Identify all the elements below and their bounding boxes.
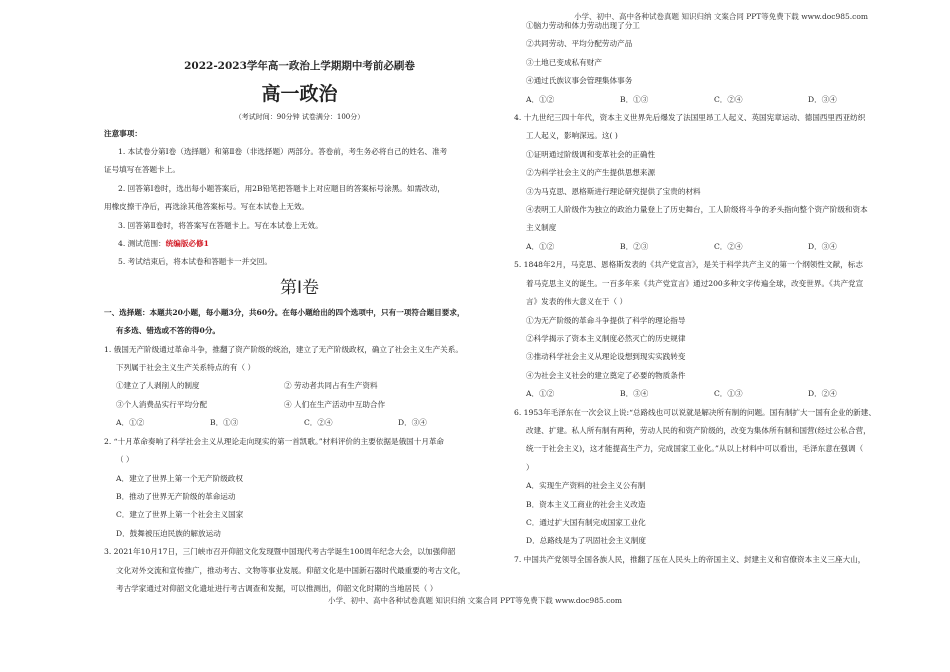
question-2-line-2: （ ） — [116, 455, 134, 465]
question-3-choices — [514, 91, 909, 109]
q3-choice-a: A．①② — [526, 94, 555, 104]
notice-2-line-2: 用橡皮擦干净后，再选涂其他答案标号。写在本试卷上无效。 — [104, 202, 310, 212]
q1-item: ①建立了人剥削人的制度 — [116, 381, 200, 391]
test-scope-highlight: 统编版必修1 — [165, 239, 209, 249]
notice-1-line-1: 1. 本试卷分第Ⅰ卷（选择题）和第Ⅱ卷（非选择题）两部分。答卷前，考生务必将自己的姓名、准考 — [118, 147, 448, 156]
q2-choice-c: C．建立了世界上第一个社会主义国家 — [116, 510, 244, 520]
q3-item: ③土地已变成私有财产 — [526, 57, 602, 67]
question-5-line-3: 言》发表的伟大意义在于（ ） — [526, 297, 628, 307]
q1-item: ③个人消费品实行平均分配 — [116, 399, 208, 409]
q2-choice-a: A．建立了世界上第一个无产阶级政权 — [116, 473, 243, 483]
question-1-line-2: 下列属于社会主义生产关系特点的有（ ） — [116, 363, 256, 373]
question-3-line-1: 3. 2021年10月17日，三门峡市召开仰韶文化发现暨中国现代考古学诞生100周年纪念大会，以加强仰韶 — [104, 547, 456, 557]
q5-choice-b: B．③④ — [620, 389, 649, 399]
section-title: 第Ⅰ卷 — [279, 277, 319, 298]
q6-choice-a: A．实现生产资料的社会主义公有制 — [526, 481, 646, 491]
question-6-line-2: 改建、扩建。私人所有制有两种，劳动人民的和资产阶级的，改变为集体所有制和国营(经过公私合营， — [526, 425, 871, 435]
q6-choice-d: D．总路线是为了巩固社会主义制度 — [526, 536, 646, 546]
q5-item: ④为社会主义社会的建立奠定了必要的物质条件 — [526, 370, 686, 380]
notice-title: 注意事项： — [104, 129, 142, 138]
q6-choice-c: C．通过扩大国有制完成国家工业化 — [526, 517, 646, 527]
question-6-line-4: ） — [526, 462, 534, 472]
q6-choice-b: B．资本主义工商业的社会主义改造 — [526, 499, 646, 509]
question-6-line-1: 6. 1953年毛泽东在一次会议上说:“总路线也可以说就是解决所有制的问题。国有制扩大一国有企业的新建、 — [514, 407, 876, 417]
question-4-choices — [514, 238, 909, 256]
question-5-line-2: 着马克思主义的诞生。一百多年来《共产党宣言》通过200多种文字传遍全球，改变世界。《共产党宣 — [526, 278, 864, 288]
question-5-line-1: 5. 1848年2月，马克思、恩格斯发表的《共产党宣言》，是关于科学共产主义的第一个纲领性文献，标志 — [514, 260, 863, 270]
q1-choice-a: A．①② — [116, 418, 145, 428]
section-intro-line-2: 有多选、错选或不答的得0分。 — [116, 326, 221, 336]
q1-item: ④ 人们在生产活动中互助合作 — [284, 399, 386, 409]
q1-choice-d: D．③④ — [398, 418, 427, 428]
notice-5: 5. 考试结束后，将本试卷和答题卡一并交回。 — [118, 257, 272, 267]
q5-choice-c: C．①③ — [714, 389, 743, 399]
q4-choice-c: C．②④ — [714, 241, 743, 251]
notice-1-line-2: 证号填写在答题卡上。 — [104, 165, 180, 175]
question-1-items-row-2 — [104, 396, 495, 414]
q2-choice-d: D．鼓舞被压迫民族的解放运动 — [116, 528, 221, 538]
left-column — [104, 54, 495, 598]
question-3-line-2: 文化对外交流和宣传推广，推动考古、文物等事业发展。仰韶文化是中国新石器时代最重要的考古文化， — [116, 565, 466, 575]
q4-choice-d: D．③④ — [808, 241, 837, 251]
q5-choice-d: D．②④ — [808, 389, 837, 399]
q1-choice-c: C．②④ — [304, 418, 333, 428]
q3-choice-c: C．②④ — [714, 94, 743, 104]
question-5-choices — [514, 385, 909, 403]
q5-item: ①为无产阶级的革命斗争提供了科学的理论指导 — [526, 315, 686, 325]
q3-item: ①脑力劳动和体力劳动出现了分工 — [526, 21, 640, 30]
q3-item: ④通过氏族议事会管理集体事务 — [526, 76, 633, 86]
q4-item: ②为科学社会主义的产生提供思想来源 — [526, 168, 656, 178]
notice-3: 3. 回答第Ⅱ卷时，将答案写在答题卡上。写在本试卷上无效。 — [118, 220, 323, 230]
q3-choice-b: B．①③ — [620, 94, 649, 104]
question-2-line-1: 2. “十月革命奏响了科学社会主义从理论走向现实的第一首凯歌。”材料评价的主要依据是俄国十月革命 — [104, 436, 445, 446]
question-4-line-1: 4. 十九世纪三四十年代，资本主义世界先后爆发了法国里昂工人起义、英国宪章运动、德国西里西亚纺织 — [514, 113, 866, 123]
q4-item: ③为马克思、恩格斯进行理论研究提供了宝贵的材料 — [526, 186, 701, 196]
q4-item: ①证明通过阶级调和变革社会的正确性 — [526, 149, 656, 159]
page-header-ad: 小学、初中、高中各种试卷真题 知识归纳 文案合同 PPT等免费下载 www.doc985.com — [574, 12, 868, 21]
question-1-choices — [104, 414, 495, 432]
q3-item: ②共同劳动、平均分配劳动产品 — [526, 39, 633, 49]
notice-4 — [104, 235, 495, 253]
q5-choice-a: A．①② — [526, 389, 555, 399]
q4-item: ④表明工人阶级作为独立的政治力量登上了历史舞台，工人阶级将斗争的矛头指向整个资产阶级和资本 — [526, 205, 868, 215]
q4-choice-a: A．①② — [526, 241, 555, 251]
q4-choice-b: B．②③ — [620, 241, 649, 251]
question-3-line-3: 考古学家通过对仰韶文化遗址进行考古调查和发掘，可以推测出，仰韶文化时期的当地居民（ ） — [116, 583, 438, 593]
question-1-items-row-1 — [104, 377, 495, 395]
question-4-line-2: 工人起义，影响深远。这( ) — [526, 131, 618, 141]
q3-choice-d: D．③④ — [808, 94, 837, 104]
section-intro-line-1: 一、选择题：本题共20小题，每小题3分，共60分。在每小题给出的四个选项中，只有一项符合题目要求， — [104, 307, 465, 317]
question-7-line-1: 7. 中国共产党领导全国各族人民，推翻了压在人民头上的帝国主义、封建主义和官僚资本主义三座大山， — [514, 554, 866, 564]
right-column — [514, 17, 909, 569]
question-6-line-3: 统一于社会主义)，这才能提高生产力，完成国家工业化。”从以上材料中可以看出，毛泽东意在强调（ — [526, 444, 864, 454]
subject-title: 高一政治 — [261, 83, 338, 105]
q4-item-continued: 主义制度 — [526, 223, 557, 233]
exam-title: 2022-2023学年高一政治上学期期中考前必刷卷 — [184, 60, 415, 72]
q1-item: ② 劳动者共同占有生产资料 — [284, 381, 378, 391]
q5-item: ②科学揭示了资本主义制度必然灭亡的历史规律 — [526, 333, 686, 343]
notice-2-line-1: 2. 回答第Ⅰ卷时，选出每小题答案后，用2B铅笔把答题卡上对应题目的答案标号涂黑。如需改动， — [118, 183, 445, 193]
q5-item: ③推动科学社会主义从理论设想到现实实践转变 — [526, 352, 686, 362]
question-1-line-1: 1. 俄国无产阶级通过革命斗争，推翻了资产阶级的统治，建立了无产阶级政权，确立了社会主义生产关系。 — [104, 344, 463, 354]
page-footer-ad: 小学、初中、高中各种试卷真题 知识归纳 文案合同 PPT等免费下载 www.doc985.com — [328, 596, 622, 605]
q1-choice-b: B．①③ — [210, 418, 239, 428]
q2-choice-b: B．推动了世界无产阶级的革命运动 — [116, 491, 236, 501]
exam-info: （考试时间：90分钟 试卷满分：100分） — [234, 113, 365, 121]
notice-4-prefix: 4. 测试范围： — [118, 239, 166, 249]
